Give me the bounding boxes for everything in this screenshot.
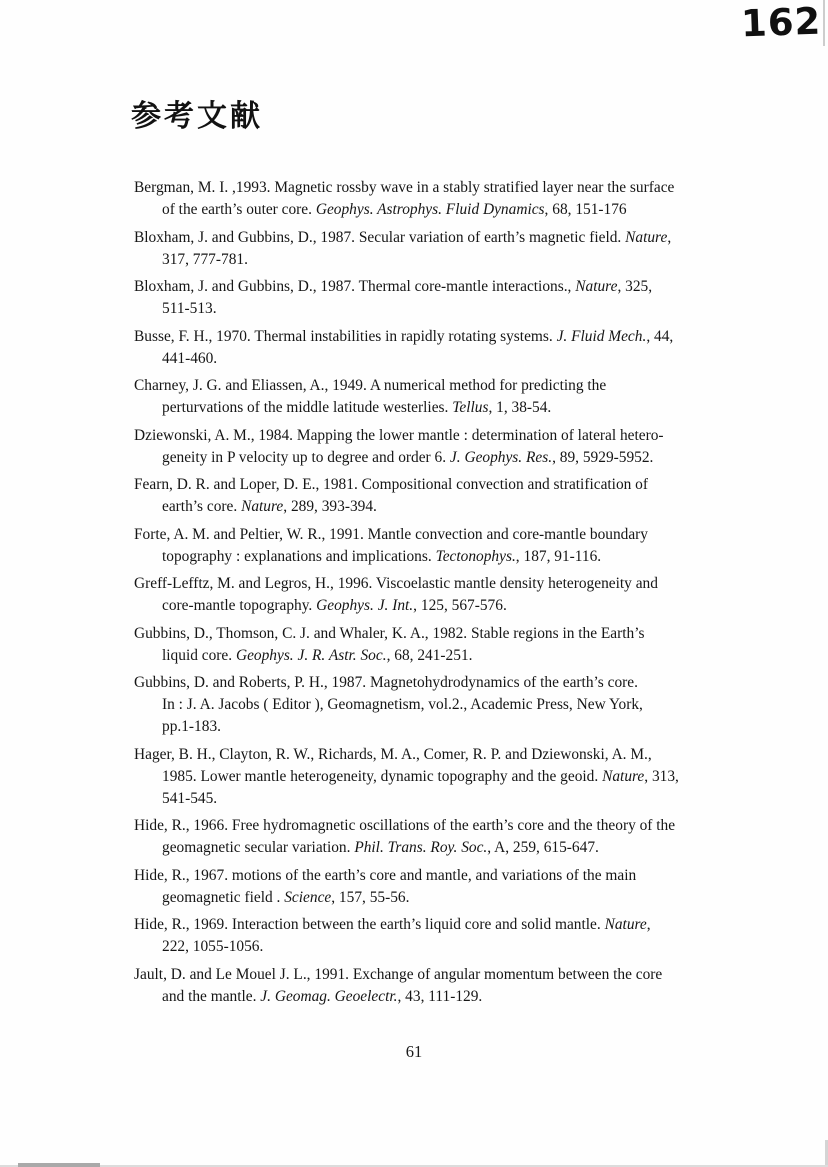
reference-line: Jault, D. and Le Mouel J. L., 1991. Exchange of angular momentum between the core [134, 965, 663, 983]
reference-entry [134, 744, 734, 810]
reference-entry [134, 573, 734, 617]
reference-line: topography : explanations and implications. Tectonophys., 187, 91-116. [162, 547, 602, 565]
reference-entry [134, 524, 734, 568]
reference-line: and the mantle. J. Geomag. Geoelectr., 43, 111-129. [162, 987, 483, 1005]
reference-line: Bloxham, J. and Gubbins, D., 1987. Secular variation of earth’s magnetic field. Nature, [134, 228, 672, 246]
reference-line: 511-513. [162, 300, 217, 317]
reference-line: Dziewonski, A. M., 1984. Mapping the lower mantle : determination of lateral hetero- [134, 426, 664, 444]
references-list [134, 177, 734, 1013]
reference-line: Greff-Lefftz, M. and Legros, H., 1996. Viscoelastic mantle density heterogeneity and [134, 575, 658, 592]
reference-entry [134, 375, 734, 419]
reference-line: geneity in P velocity up to degree and order 6. J. Geophys. Res., 89, 5929-5952. [162, 448, 654, 466]
reference-entry [134, 474, 734, 518]
reference-entry [134, 914, 734, 958]
reference-line: In : J. A. Jacobs ( Editor ), Geomagnetism, vol.2., Academic Press, New York, [162, 696, 643, 713]
reference-entry [134, 276, 734, 320]
reference-line: Forte, A. M. and Peltier, W. R., 1991. Mantle convection and core-mantle boundary [134, 525, 649, 543]
reference-line: earth’s core. Nature, 289, 393-394. [162, 498, 377, 515]
reference-line: Busse, F. H., 1970. Thermal instabilities in rapidly rotating systems. J. Fluid Mech., 44, [134, 327, 674, 345]
reference-line: liquid core. Geophys. J. R. Astr. Soc., 68, 241-251. [162, 646, 473, 664]
reference-entry [134, 865, 734, 909]
reference-line: 441-460. [162, 349, 218, 367]
reference-line: geomagnetic secular variation. Phil. Trans. Roy. Soc., A, 259, 615-647. [162, 839, 599, 856]
scan-artifact-right-top [823, 0, 825, 46]
reference-entry [134, 623, 734, 667]
reference-line: geomagnetic field . Science, 157, 55-56. [162, 888, 410, 906]
reference-line: core-mantle topography. Geophys. J. Int., 125, 567-576. [162, 597, 507, 614]
handwritten-page-number: 162 [740, 0, 822, 46]
reference-line: Hide, R., 1969. Interaction between the earth’s liquid core and solid mantle. Nature, [134, 916, 651, 933]
reference-entry [134, 227, 734, 271]
reference-entry [134, 964, 734, 1008]
reference-line: Fearn, D. R. and Loper, D. E., 1981. Compositional convection and stratification of [134, 476, 649, 493]
reference-line: 317, 777-781. [162, 250, 248, 268]
reference-line: 1985. Lower mantle heterogeneity, dynamic topography and the geoid. Nature, 313, [162, 767, 679, 785]
reference-entry [134, 815, 734, 859]
scan-artifact-bottom-left [18, 1163, 100, 1167]
reference-line: Hide, R., 1967. motions of the earth’s core and mantle, and variations of the main [134, 866, 637, 884]
page-number: 61 [405, 1042, 423, 1061]
references-heading: 参考文献 [131, 100, 263, 133]
reference-line: pp.1-183. [162, 718, 221, 735]
reference-line: Hide, R., 1966. Free hydromagnetic oscillations of the earth’s core and the theory of the [134, 817, 676, 834]
reference-line: Gubbins, D. and Roberts, P. H., 1987. Magnetohydrodynamics of the earth’s core. [134, 674, 638, 691]
reference-line: Gubbins, D., Thomson, C. J. and Whaler, K. A., 1982. Stable regions in the Earth’s [134, 624, 645, 642]
reference-line: 541-545. [162, 789, 218, 807]
reference-entry [134, 326, 734, 370]
reference-entry [134, 425, 734, 469]
reference-line: perturvations of the middle latitude westerlies. Tellus, 1, 38-54. [162, 399, 552, 416]
reference-entry [134, 672, 734, 738]
reference-line: of the earth’s outer core. Geophys. Astrophys. Fluid Dynamics, 68, 151-176 [162, 201, 627, 218]
reference-line: Bloxham, J. and Gubbins, D., 1987. Thermal core-mantle interactions., Nature, 325, [134, 278, 653, 295]
reference-line: Bergman, M. I. ,1993. Magnetic rossby wave in a stably stratified layer near the surface [134, 179, 675, 196]
reference-line: Hager, B. H., Clayton, R. W., Richards, M. A., Comer, R. P. and Dziewonski, A. M., [134, 745, 652, 763]
reference-entry [134, 177, 734, 221]
reference-line: 222, 1055-1056. [162, 938, 264, 955]
reference-line: Charney, J. G. and Eliassen, A., 1949. A numerical method for predicting the [134, 377, 607, 394]
